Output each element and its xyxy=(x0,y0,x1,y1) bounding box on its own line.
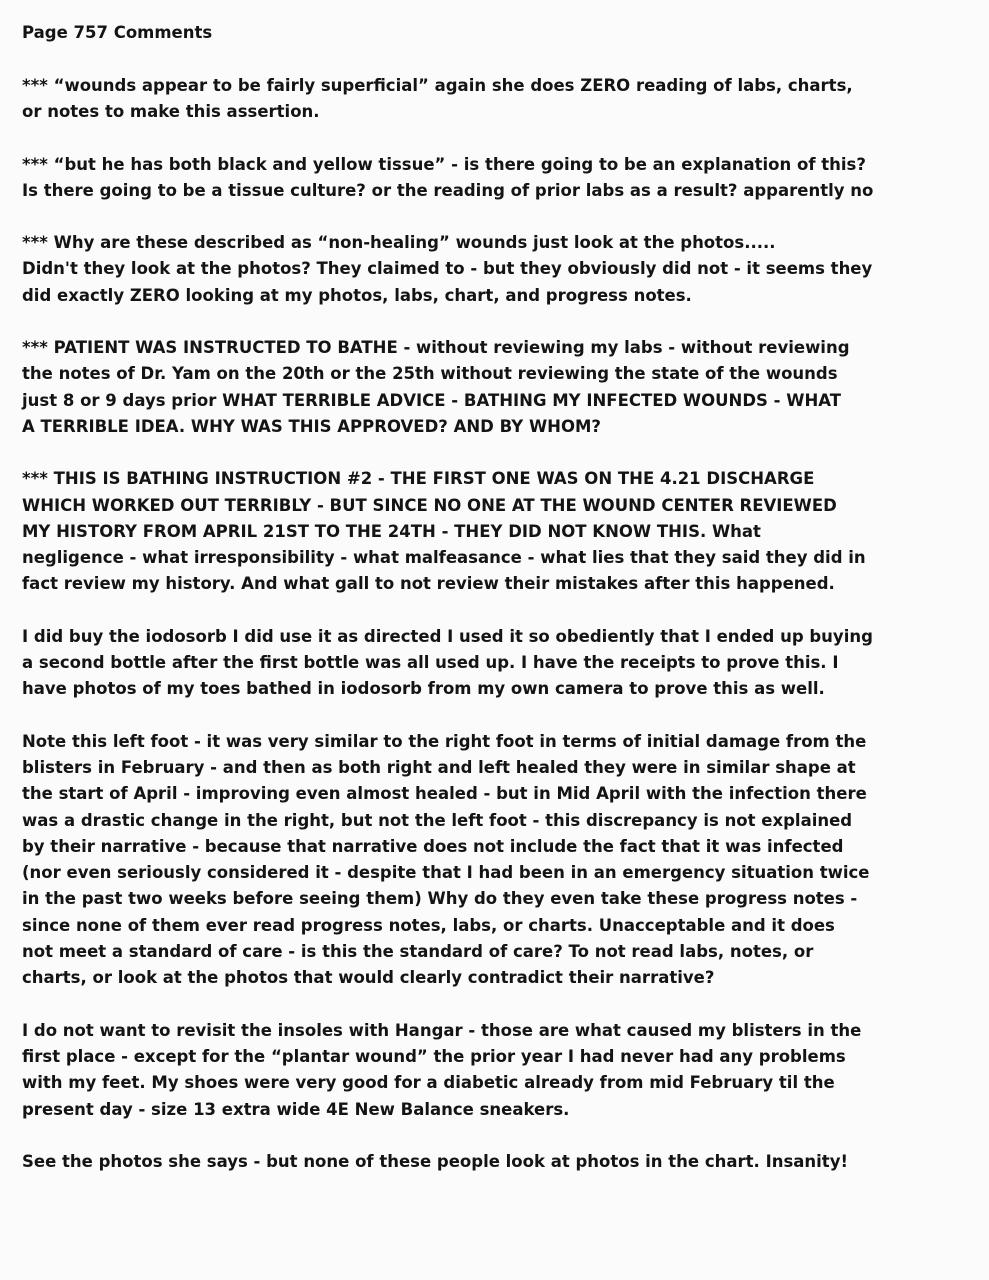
text-line: Is there going to be a tissue culture? or the reading of prior labs as a result? apparently no xyxy=(22,180,874,200)
comment-paragraph xyxy=(22,729,959,992)
text-line: the notes of Dr. Yam on the 20th or the 25th without reviewing the state of the wounds xyxy=(22,364,838,384)
text-line: blisters in February - and then as both right and left healed they were in similar shape at xyxy=(22,757,856,777)
comment-paragraph xyxy=(22,1018,959,1123)
comment-paragraph xyxy=(22,73,959,126)
text-line: *** “wounds appear to be fairly superficial” again she does ZERO reading of labs, charts, xyxy=(22,76,853,95)
text-line: with my feet. My shoes were very good for a diabetic already from mid February til the xyxy=(22,1073,835,1093)
comment-paragraph xyxy=(22,152,959,205)
text-line: not meet a standard of care - is this the standard of care? To not read labs, notes, or xyxy=(22,942,814,962)
text-line: charts, or look at the photos that would clearly contradict their narrative? xyxy=(22,968,715,988)
text-line: did exactly ZERO looking at my photos, labs, chart, and progress notes. xyxy=(22,285,692,305)
text-line: in the past two weeks before seeing them) Why do they even take these progress notes - xyxy=(22,889,858,909)
comment-paragraph xyxy=(22,466,959,597)
text-line: just 8 or 9 days prior WHAT TERRIBLE ADVICE - BATHING MY INFECTED WOUNDS - WHAT xyxy=(22,390,842,410)
comment-paragraph xyxy=(22,1149,959,1175)
text-line: *** “but he has both black and yellow tissue” - is there going to be an explanation of this? xyxy=(22,154,866,174)
text-line: Didn't they look at the photos? They claimed to - but they obviously did not - it seems they xyxy=(22,259,873,279)
page-title: Page 757 Comments xyxy=(22,23,213,42)
text-line: MY HISTORY FROM APRIL 21ST TO THE 24TH - THEY DID NOT KNOW THIS. What xyxy=(22,521,761,541)
text-line: present day - size 13 extra wide 4E New Balance sneakers. xyxy=(22,1099,570,1119)
text-line: WHICH WORKED OUT TERRIBLY - BUT SINCE NO ONE AT THE WOUND CENTER REVIEWED xyxy=(22,495,837,515)
text-line: by their narrative - because that narrative does not include the fact that it was infected xyxy=(22,836,844,856)
text-line: (nor even seriously considered it - despite that I had been in an emergency situation twice xyxy=(22,863,870,883)
text-line: or notes to make this assertion. xyxy=(22,102,320,122)
comment-paragraph xyxy=(22,624,959,703)
text-line: I did buy the iodosorb I did use it as directed I used it so obediently that I ended up buying xyxy=(22,626,873,646)
text-line: *** Why are these described as “non-healing” wounds just look at the photos..... xyxy=(22,233,776,253)
comment-paragraph xyxy=(22,230,959,309)
text-line: the start of April - improving even almost healed - but in Mid April with the infection there xyxy=(22,784,867,804)
text-line: See the photos she says - but none of these people look at photos in the chart. Insanity! xyxy=(22,1151,848,1171)
text-line: since none of them ever read progress notes, labs, or charts. Unacceptable and it does xyxy=(22,915,835,935)
text-line: have photos of my toes bathed in iodosorb from my own camera to prove this as well. xyxy=(22,679,825,699)
text-line: I do not want to revisit the insoles with Hangar - those are what caused my blisters in the xyxy=(22,1020,862,1040)
text-line: fact review my history. And what gall to not review their mistakes after this happened. xyxy=(22,574,835,594)
text-line: *** PATIENT WAS INSTRUCTED TO BATHE - without reviewing my labs - without reviewing xyxy=(22,338,850,358)
text-line: A TERRIBLE IDEA. WHY WAS THIS APPROVED? AND BY WHOM? xyxy=(22,416,601,436)
text-line: was a drastic change in the right, but not the left foot - this discrepancy is not explained xyxy=(22,810,853,830)
text-line: Note this left foot - it was very similar to the right foot in terms of initial damage from the xyxy=(22,731,867,751)
text-line: negligence - what irresponsibility - what malfeasance - what lies that they said they did in xyxy=(22,548,866,568)
text-line: a second bottle after the first bottle was all used up. I have the receipts to prove this. I xyxy=(22,653,839,673)
text-line: *** THIS IS BATHING INSTRUCTION #2 - THE FIRST ONE WAS ON THE 4.21 DISCHARGE xyxy=(22,469,815,489)
text-line: first place - except for the “plantar wound” the prior year I had never had any problems xyxy=(22,1046,846,1066)
comment-paragraph xyxy=(22,335,959,440)
